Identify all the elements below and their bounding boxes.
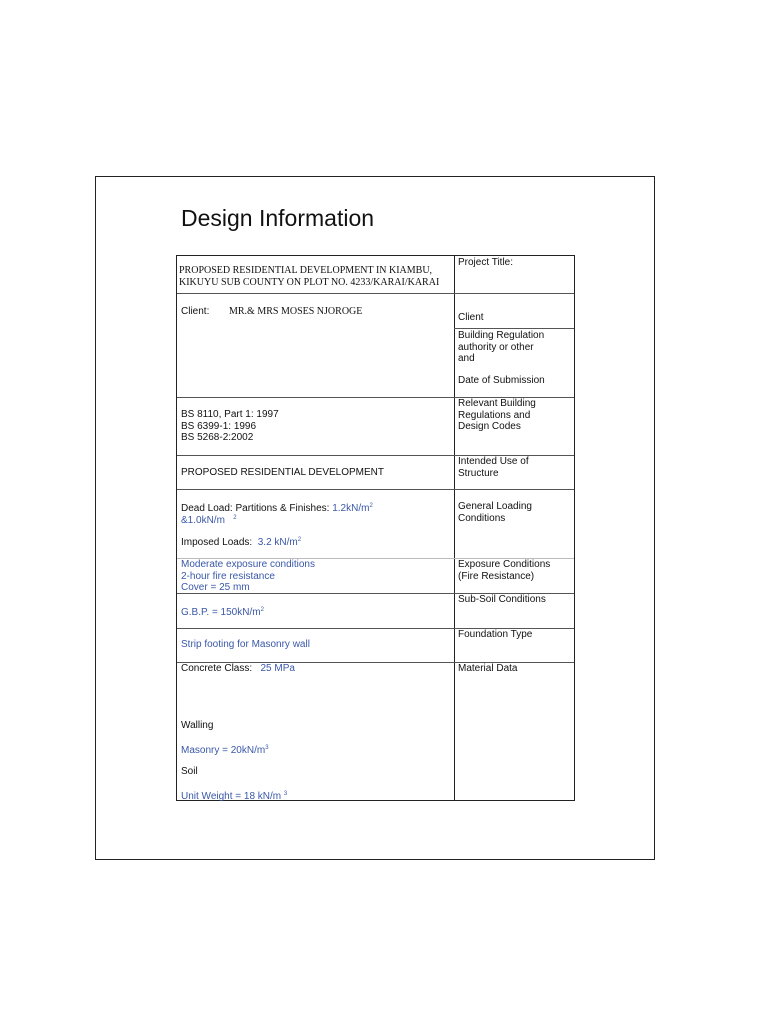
design-codes-label: Relevant Building Regulations and Design Codes	[458, 398, 536, 432]
client-value: MR.& MRS MOSES NJOROGE	[229, 306, 363, 317]
column-divider	[454, 256, 455, 800]
imposed-load-line: Imposed Loads: 3.2 $kN/m^2$	[181, 537, 302, 548]
row-divider	[177, 489, 574, 490]
dead-load-line: Dead Load: Partitions & Finishes: $1.2kN/m^2$	[181, 503, 373, 514]
authority-label: Building Regulation authority or other and	[458, 330, 545, 364]
concrete-class-line: Concrete Class: 25 MPa	[181, 663, 295, 674]
client-prefix: Client:	[181, 306, 210, 317]
foundation-value: Strip footing for Masonry wall	[181, 639, 310, 650]
subsoil-label: Sub-Soil Conditions	[458, 594, 546, 605]
dead-load-line-2: &1.0kN/m $^2$	[181, 515, 237, 526]
foundation-label: Foundation Type	[458, 629, 533, 640]
material-data-label: Material Data	[458, 663, 518, 674]
unit-weight-value: Unit Weight = 18 kN/m $^3$	[181, 791, 288, 802]
masonry-value: Masonry = $20kN/m^3$	[181, 745, 269, 756]
walling-label: Walling	[181, 720, 214, 731]
client-label: Client	[458, 312, 484, 323]
exposure-label: Exposure Conditions (Fire Resistance)	[458, 559, 551, 582]
design-codes-value: BS 8110, Part 1: 1997 BS 6399-1: 1996 BS 5268-2:2002	[181, 409, 279, 443]
general-loading-label: General Loading Conditions	[458, 501, 532, 524]
project-title-value: PROPOSED RESIDENTIAL DEVELOPMENT IN KIAMBU, KIKUYU SUB COUNTY ON PLOT NO. 4233/KARAI/KARAI	[179, 265, 440, 288]
intended-use-value: PROPOSED RESIDENTIAL DEVELOPMENT	[181, 467, 385, 478]
soil-label: Soil	[181, 766, 198, 777]
intended-use-label: Intended Use of Structure	[458, 456, 529, 479]
exposure-value: Moderate exposure conditions 2-hour fire resistance Cover = 25 mm	[181, 559, 315, 593]
page-title: Design Information	[181, 205, 375, 231]
subsoil-value: G.B.P. = $150kN/m^2$	[181, 607, 264, 618]
row-divider	[177, 293, 574, 294]
row-divider	[454, 328, 574, 329]
date-of-submission-label: Date of Submission	[458, 375, 545, 386]
project-title-label: Project Title:	[458, 257, 514, 268]
design-info-table	[176, 255, 575, 801]
